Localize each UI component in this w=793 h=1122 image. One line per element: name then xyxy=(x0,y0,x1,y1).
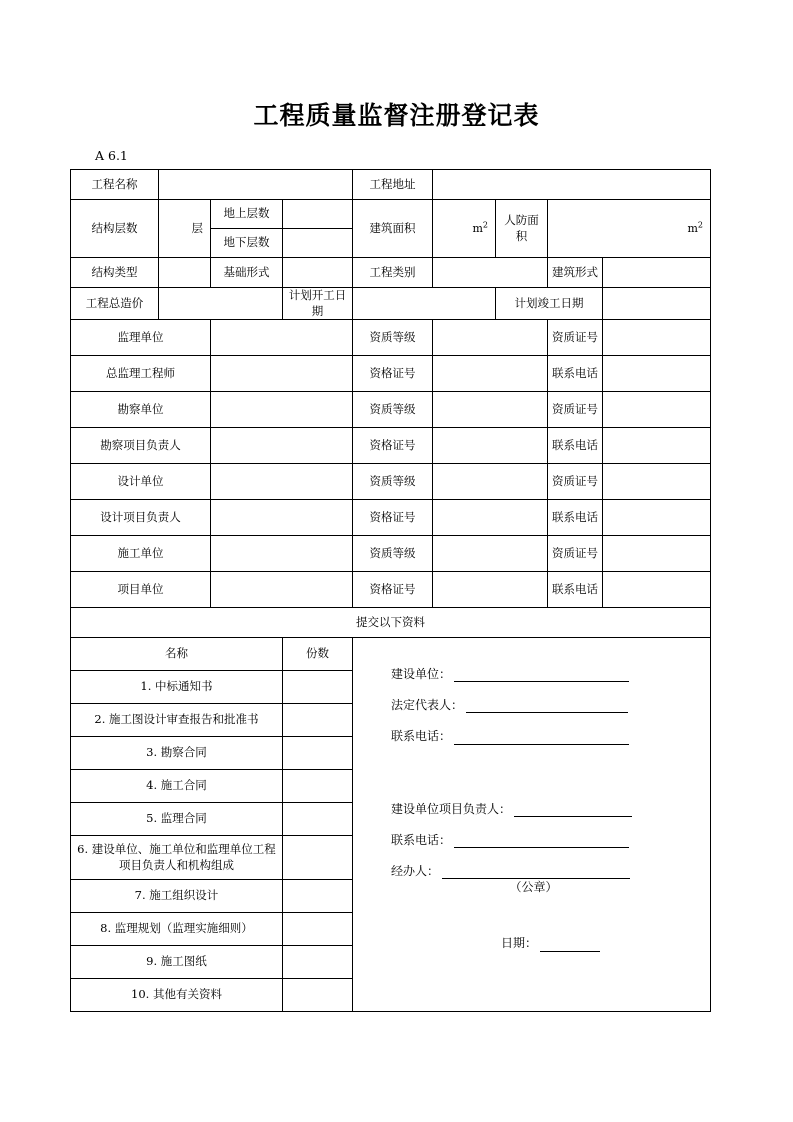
label-party-mid: 资格证号 xyxy=(353,356,433,392)
header-doc-count: 份数 xyxy=(283,638,353,671)
doc-item-count[interactable] xyxy=(283,880,353,913)
doc-item-count[interactable] xyxy=(283,803,353,836)
doc-item-count[interactable] xyxy=(283,979,353,1012)
label-legal-representative: 法定代表人： xyxy=(391,698,464,713)
doc-item-label: 6. 建设单位、施工单位和监理单位工程项目负责人和机构组成 xyxy=(71,836,283,880)
table-row-party xyxy=(71,572,711,608)
doc-item-label: 7. 施工组织设计 xyxy=(71,880,283,913)
field-party-name[interactable] xyxy=(211,320,353,356)
table-row-party xyxy=(71,320,711,356)
label-contact-phone: 联系电话： xyxy=(391,729,452,744)
field-party-right[interactable] xyxy=(603,464,711,500)
field-handler[interactable] xyxy=(442,865,630,879)
signature-row-handler xyxy=(391,863,706,879)
table-row-party xyxy=(71,536,711,572)
label-party-right: 资质证号 xyxy=(548,392,603,428)
field-party-name[interactable] xyxy=(211,536,353,572)
label-party-right: 资质证号 xyxy=(548,320,603,356)
table-row-party xyxy=(71,500,711,536)
label-party-mid: 资格证号 xyxy=(353,428,433,464)
field-party-right[interactable] xyxy=(603,572,711,608)
field-builder-unit[interactable] xyxy=(454,668,629,682)
field-total-cost[interactable] xyxy=(159,288,283,320)
field-party-right[interactable] xyxy=(603,320,711,356)
doc-item-count[interactable] xyxy=(283,704,353,737)
label-handler: 经办人： xyxy=(391,863,440,878)
label-floor-unit: 层 xyxy=(159,200,211,258)
table-row-party xyxy=(71,428,711,464)
registration-form-table xyxy=(70,169,711,1012)
label-party-mid: 资质等级 xyxy=(353,320,433,356)
unit-building-area: $m^2$ xyxy=(472,220,488,235)
field-planned-completion-date[interactable] xyxy=(603,288,711,320)
table-row-above-ground-floors xyxy=(71,200,711,229)
signature-block-builder xyxy=(357,638,706,745)
field-above-ground-floors[interactable] xyxy=(283,200,353,229)
field-contact-phone-2[interactable] xyxy=(454,834,629,848)
field-date[interactable] xyxy=(540,938,600,952)
label-party-name: 勘察单位 xyxy=(71,392,211,428)
doc-item-label: 9. 施工图纸 xyxy=(71,946,283,979)
field-party-name[interactable] xyxy=(211,500,353,536)
doc-item-label: 10. 其他有关资料 xyxy=(71,979,283,1012)
field-party-mid[interactable] xyxy=(433,464,548,500)
table-row-project-name xyxy=(71,170,711,200)
field-party-mid[interactable] xyxy=(433,500,548,536)
seal-note: （公章） xyxy=(509,880,558,895)
header-doc-name: 名称 xyxy=(71,638,283,671)
doc-item-label: 3. 勘察合同 xyxy=(71,737,283,770)
signature-row-builder-unit xyxy=(391,666,706,682)
unit-civil-defense-area: $m^2$ xyxy=(687,220,703,235)
label-building-area: 建筑面积 xyxy=(353,200,433,258)
label-party-name: 项目单位 xyxy=(71,572,211,608)
field-planned-start-date[interactable] xyxy=(353,288,496,320)
label-party-right: 联系电话 xyxy=(548,500,603,536)
label-structure-type: 结构类型 xyxy=(71,258,159,288)
field-party-right[interactable] xyxy=(603,428,711,464)
label-party-name: 总监理工程师 xyxy=(71,356,211,392)
table-row-party xyxy=(71,392,711,428)
field-underground-floors[interactable] xyxy=(283,229,353,258)
field-party-right[interactable] xyxy=(603,392,711,428)
label-party-name: 施工单位 xyxy=(71,536,211,572)
signature-row-project-leader xyxy=(391,801,706,817)
label-contact-phone-2: 联系电话： xyxy=(391,832,452,847)
label-above-ground-floors: 地上层数 xyxy=(211,200,283,229)
field-party-name[interactable] xyxy=(211,428,353,464)
field-party-mid[interactable] xyxy=(433,572,548,608)
label-planned-start-date: 计划开工日期 xyxy=(283,288,353,320)
label-party-right: 联系电话 xyxy=(548,572,603,608)
field-party-name[interactable] xyxy=(211,392,353,428)
field-party-mid[interactable] xyxy=(433,320,548,356)
field-party-mid[interactable] xyxy=(433,428,548,464)
label-project-leader: 建设单位项目负责人： xyxy=(391,801,512,816)
label-party-name: 设计项目负责人 xyxy=(71,500,211,536)
label-project-address: 工程地址 xyxy=(353,170,433,200)
doc-item-count[interactable] xyxy=(283,671,353,704)
label-underground-floors: 地下层数 xyxy=(211,229,283,258)
doc-item-count[interactable] xyxy=(283,946,353,979)
doc-item-label: 4. 施工合同 xyxy=(71,770,283,803)
field-project-address[interactable] xyxy=(433,170,711,200)
label-party-right: 联系电话 xyxy=(548,356,603,392)
field-civil-defense-area[interactable] xyxy=(548,200,711,258)
field-project-leader[interactable] xyxy=(514,803,632,817)
label-party-name: 勘察项目负责人 xyxy=(71,428,211,464)
label-structure-floors: 结构层数 xyxy=(71,200,159,258)
label-building-form: 建筑形式 xyxy=(548,258,603,288)
signature-row-contact-phone xyxy=(391,728,706,744)
field-party-name[interactable] xyxy=(211,464,353,500)
field-party-right[interactable] xyxy=(603,356,711,392)
table-row-total-cost xyxy=(71,288,711,320)
table-row-party xyxy=(71,464,711,500)
label-date: 日期： xyxy=(501,936,538,951)
field-contact-phone[interactable] xyxy=(454,731,629,745)
field-structure-type[interactable] xyxy=(159,258,211,288)
doc-item-count[interactable] xyxy=(283,770,353,803)
doc-item-count[interactable] xyxy=(283,737,353,770)
field-building-form[interactable] xyxy=(603,258,711,288)
signature-panel xyxy=(353,638,711,1012)
field-project-name[interactable] xyxy=(159,170,353,200)
label-planned-completion-date: 计划竣工日期 xyxy=(496,288,603,320)
field-party-mid[interactable] xyxy=(433,392,548,428)
label-party-right: 资质证号 xyxy=(548,464,603,500)
doc-item-label: 5. 监理合同 xyxy=(71,803,283,836)
label-builder-unit: 建设单位： xyxy=(391,667,452,682)
form-code: A 6.1 xyxy=(95,148,128,163)
label-project-category: 工程类别 xyxy=(353,258,433,288)
table-row-structure-type xyxy=(71,258,711,288)
label-total-cost: 工程总造价 xyxy=(71,288,159,320)
label-civil-defense-area: 人防面积 xyxy=(496,200,548,258)
doc-item-count[interactable] xyxy=(283,836,353,880)
signature-block-project-leader xyxy=(357,801,706,952)
signature-row-date xyxy=(391,935,706,951)
doc-item-label: 2. 施工图设计审查报告和批准书 xyxy=(71,704,283,737)
label-party-name: 监理单位 xyxy=(71,320,211,356)
label-party-mid: 资格证号 xyxy=(353,500,433,536)
label-project-name: 工程名称 xyxy=(71,170,159,200)
page-title: 工程质量监督注册登记表 xyxy=(253,101,540,130)
submission-section-title: 提交以下资料 xyxy=(71,608,711,638)
signature-row-contact-phone-2 xyxy=(391,832,706,848)
signature-row-legal-rep xyxy=(391,697,706,713)
label-party-mid: 资格证号 xyxy=(353,572,433,608)
field-party-mid[interactable] xyxy=(433,356,548,392)
label-party-right: 资质证号 xyxy=(548,536,603,572)
field-building-area[interactable] xyxy=(433,200,496,258)
doc-item-label: 8. 监理规划（监理实施细则） xyxy=(71,913,283,946)
label-party-mid: 资质等级 xyxy=(353,392,433,428)
label-party-name: 设计单位 xyxy=(71,464,211,500)
label-party-right: 联系电话 xyxy=(548,428,603,464)
doc-item-label: 1. 中标通知书 xyxy=(71,671,283,704)
field-party-name[interactable] xyxy=(211,572,353,608)
field-project-category[interactable] xyxy=(433,258,548,288)
doc-item-count[interactable] xyxy=(283,913,353,946)
field-party-mid[interactable] xyxy=(433,536,548,572)
field-foundation-form[interactable] xyxy=(283,258,353,288)
field-party-right[interactable] xyxy=(603,536,711,572)
table-row-party xyxy=(71,356,711,392)
label-foundation-form: 基础形式 xyxy=(211,258,283,288)
label-party-mid: 资质等级 xyxy=(353,536,433,572)
label-party-mid: 资质等级 xyxy=(353,464,433,500)
table-row-submission-columns xyxy=(71,638,711,671)
field-party-name[interactable] xyxy=(211,356,353,392)
table-row-submission-header xyxy=(71,608,711,638)
field-party-right[interactable] xyxy=(603,500,711,536)
field-legal-representative[interactable] xyxy=(466,699,628,713)
